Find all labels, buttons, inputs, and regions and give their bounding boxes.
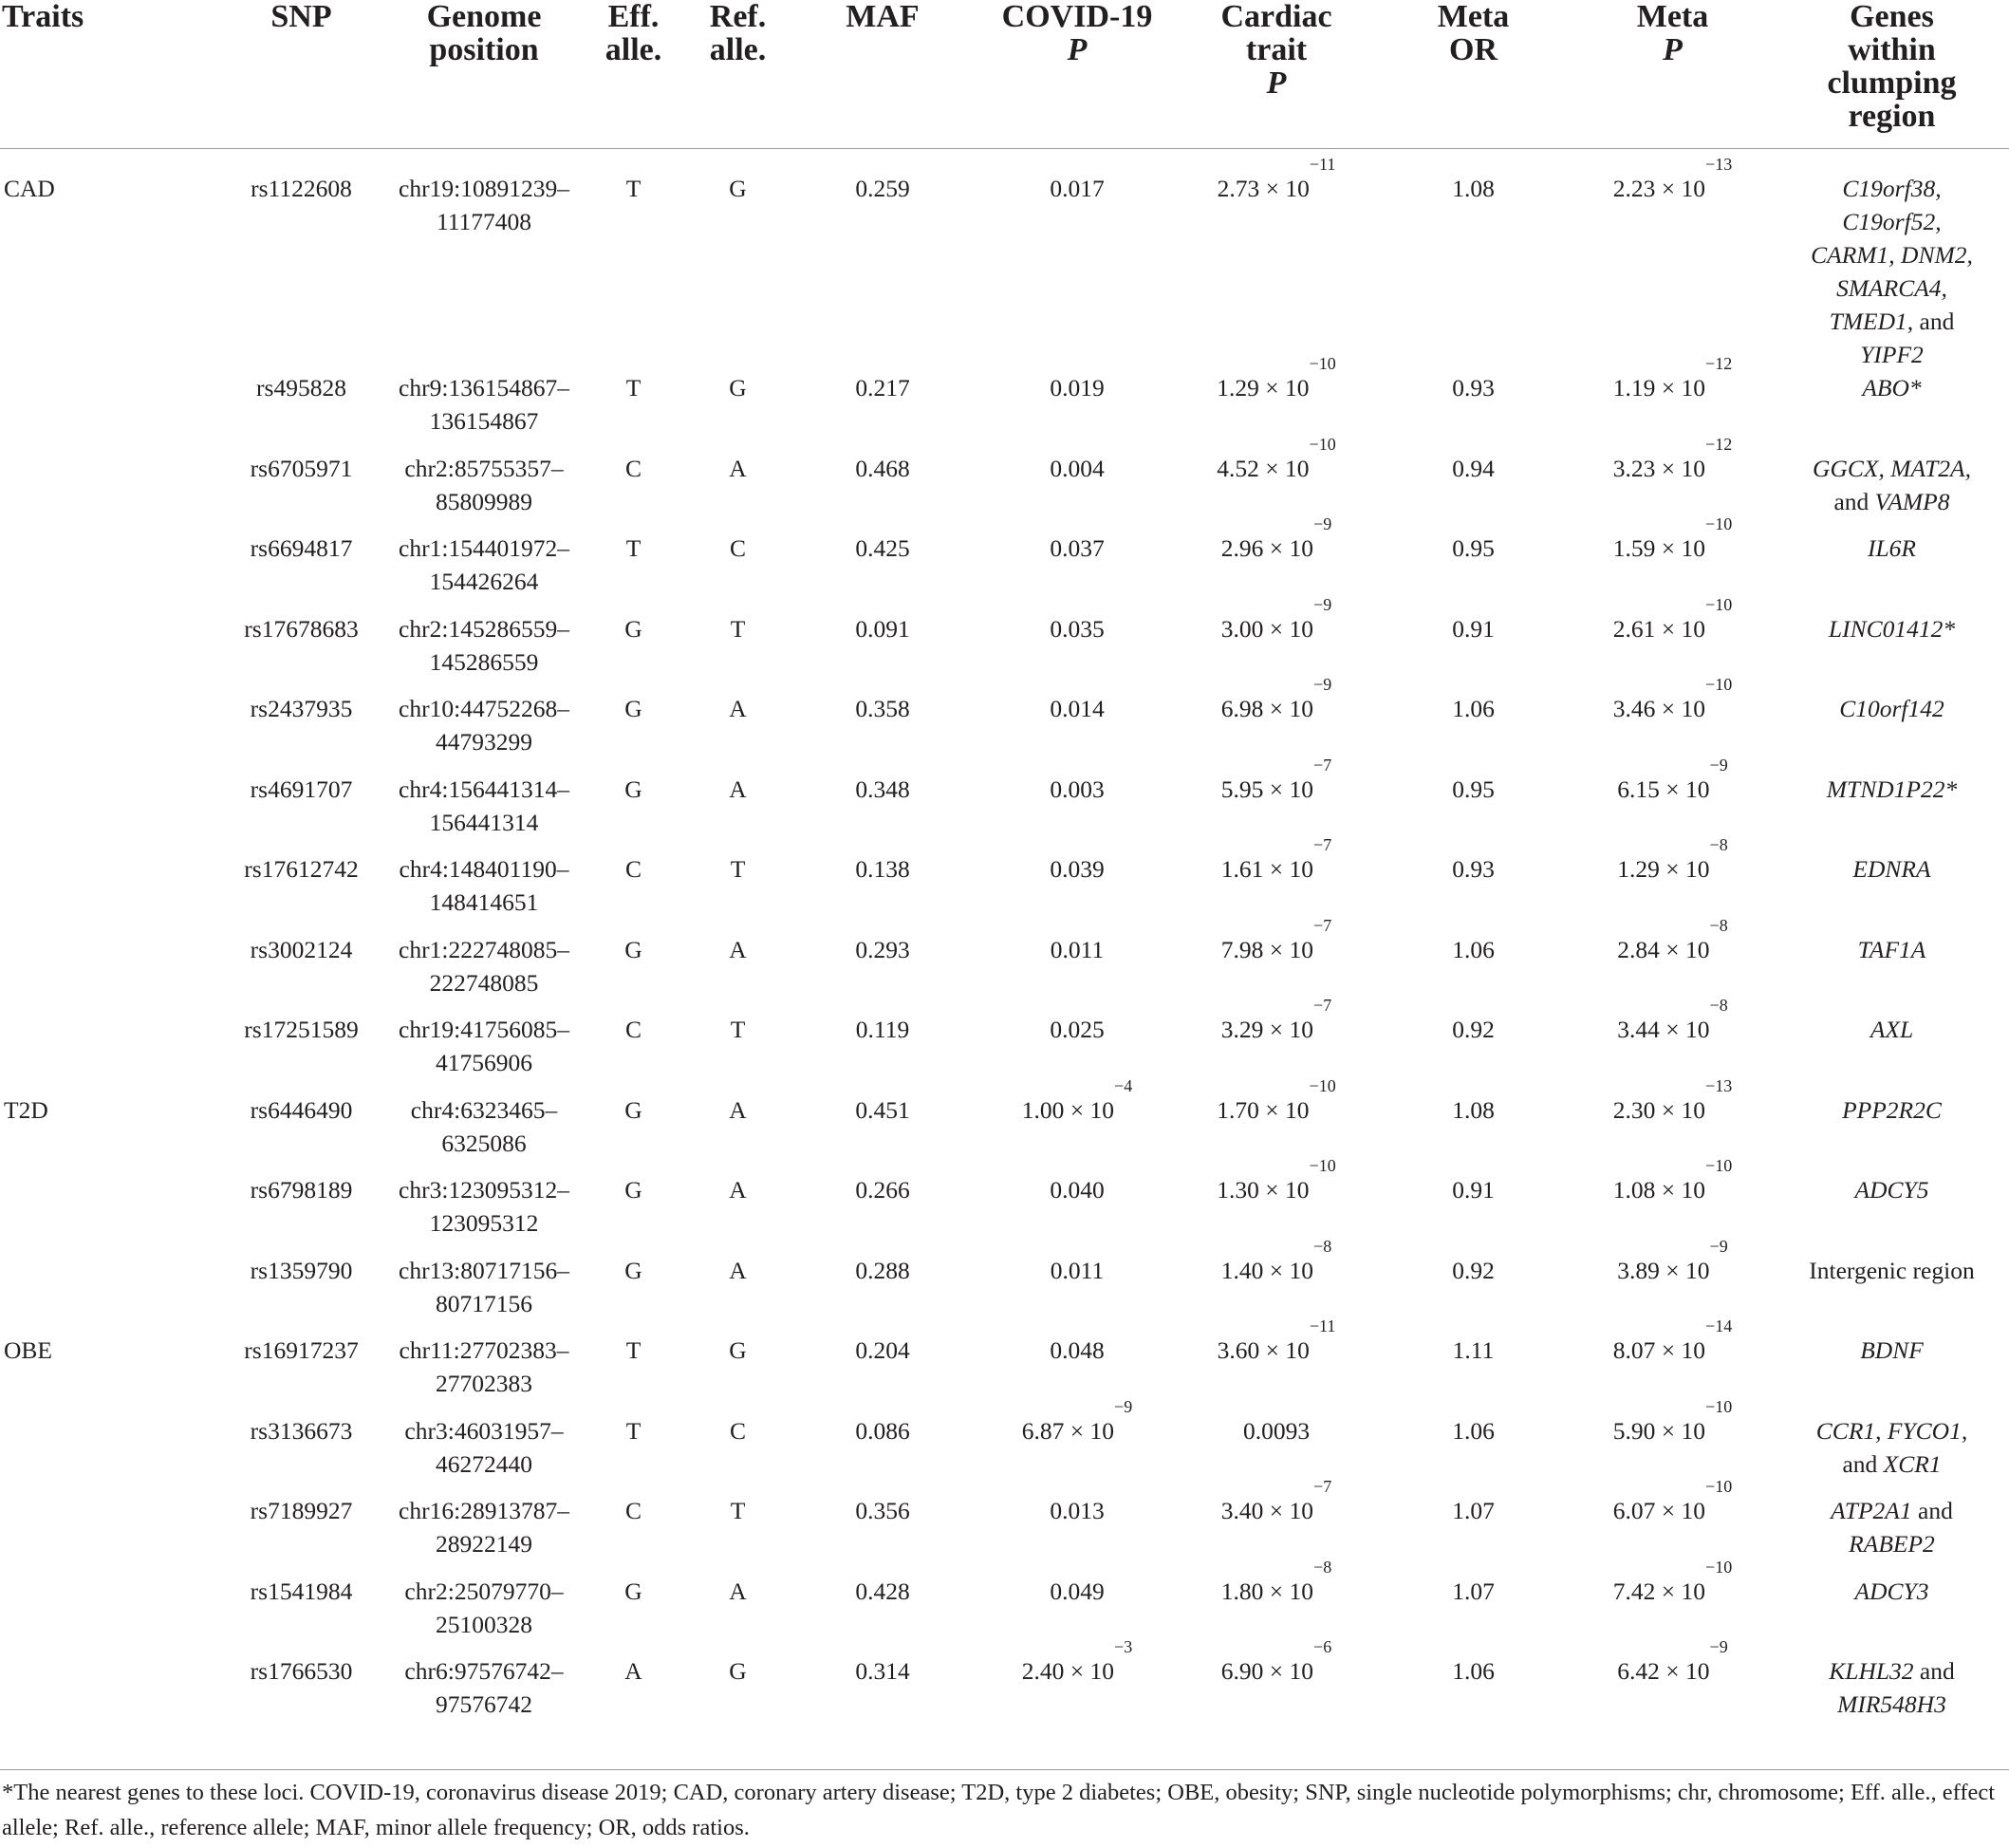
cell-genes: ADCY5 — [1854, 1176, 1929, 1204]
cell-covid-p: $6.87 \times 10^{-9}$ — [1021, 1396, 1133, 1445]
cell-covid-p: 0.035 — [1050, 614, 1105, 643]
cell-genes: CCR1, FYCO1, and XCR1 — [1815, 1416, 1968, 1478]
cell-meta-p: $3.89 \times 10^{-9}$ — [1617, 1236, 1728, 1284]
cell-eff-allele: G — [624, 1176, 642, 1204]
cell-meta-p: $2.23 \times 10^{-13}$ — [1612, 155, 1733, 202]
cell-meta-or: 0.92 — [1452, 1016, 1495, 1043]
cell-meta-or: 1.06 — [1452, 695, 1495, 722]
cell-genome-position: chr4:6323465– 6325086 — [410, 1095, 558, 1157]
cell-ref-allele: G — [729, 175, 747, 202]
header-traits: Traits — [2, 0, 84, 34]
cell-genome-position: chr4:148401190– 148414651 — [399, 855, 569, 916]
table-row — [0, 933, 2009, 1014]
cell-covid-p: 0.011 — [1050, 1256, 1105, 1284]
cell-maf: 0.358 — [855, 695, 910, 722]
cell-eff-allele: G — [624, 1095, 642, 1124]
cell-snp: rs2437935 — [250, 695, 353, 722]
cell-genome-position: chr1:222748085– 222748085 — [399, 935, 569, 997]
cell-genome-position: chr3:46031957– 46272440 — [404, 1416, 564, 1478]
cell-meta-p: $8.07 \times 10^{-14}$ — [1612, 1316, 1733, 1364]
cell-ref-allele: T — [730, 1016, 746, 1043]
cell-cardiac-p: $3.40 \times 10^{-7}$ — [1220, 1477, 1332, 1524]
cell-genes: GGCX, MAT2A, and VAMP8 — [1813, 454, 1971, 515]
cell-trait — [0, 532, 214, 612]
cell-maf: 0.204 — [855, 1336, 910, 1364]
cell-genes: C10orf142 — [1839, 695, 1944, 722]
cell-snp: rs6798189 — [250, 1176, 353, 1204]
cell-cardiac-p: $5.95 \times 10^{-7}$ — [1220, 755, 1332, 803]
cell-maf: 0.138 — [855, 855, 910, 883]
cell-meta-or: 1.08 — [1452, 1095, 1495, 1124]
cell-snp: rs17251589 — [244, 1016, 359, 1043]
cell-cardiac-p: $2.96 \times 10^{-9}$ — [1220, 514, 1332, 562]
cell-ref-allele: G — [729, 374, 747, 401]
cell-genes: C19orf38, C19orf52, CARM1, DNM2, SMARCA4, TMED1, and YIPF2 — [1811, 175, 1973, 368]
cell-snp: rs3002124 — [250, 935, 353, 963]
header-snp: SNP — [270, 0, 332, 34]
header-genome-position: Genome position — [426, 0, 542, 67]
cell-meta-p: $3.46 \times 10^{-10}$ — [1612, 675, 1733, 722]
cell-meta-or: 1.06 — [1452, 1657, 1495, 1685]
cell-snp: rs17612742 — [244, 855, 359, 883]
header-meta-or: Meta OR — [1437, 0, 1510, 67]
cell-meta-p: $6.07 \times 10^{-10}$ — [1612, 1477, 1733, 1524]
cell-trait — [0, 773, 214, 853]
header-ref-alle: Ref. alle. — [709, 0, 767, 67]
table-bottom-rule — [0, 1769, 2009, 1770]
cell-genome-position: chr4:156441314– 156441314 — [399, 775, 569, 836]
cell-cardiac-p: 0.0093 — [1242, 1416, 1311, 1445]
cell-cardiac-p: $6.98 \times 10^{-9}$ — [1220, 675, 1332, 722]
cell-trait — [0, 1494, 214, 1575]
cell-eff-allele: C — [624, 855, 642, 883]
cell-genome-position: chr1:154401972– 154426264 — [399, 534, 569, 595]
cell-covid-p: $1.00 \times 10^{-4}$ — [1021, 1075, 1133, 1124]
cell-eff-allele: G — [624, 1577, 642, 1605]
cell-meta-or: 1.11 — [1452, 1336, 1495, 1364]
table-row — [0, 1173, 2009, 1254]
cell-snp: rs495828 — [256, 374, 346, 401]
cell-meta-or: 0.94 — [1452, 454, 1495, 482]
cell-maf: 0.348 — [855, 775, 910, 803]
cell-cardiac-p: $3.29 \times 10^{-7}$ — [1220, 996, 1332, 1043]
cell-meta-p: $1.29 \times 10^{-8}$ — [1617, 835, 1728, 883]
cell-eff-allele: T — [625, 1336, 642, 1364]
cell-ref-allele: A — [729, 935, 747, 963]
header-meta-p: Meta P — [1636, 0, 1709, 67]
cell-genome-position: chr19:10891239– 11177408 — [399, 175, 569, 235]
cell-genome-position: chr9:136154867– 136154867 — [399, 374, 569, 435]
cell-eff-allele: C — [624, 454, 642, 482]
cell-genes: ABO* — [1862, 374, 1922, 401]
table-body — [0, 149, 2009, 1735]
cell-eff-allele: T — [625, 175, 642, 202]
cell-eff-allele: C — [624, 1497, 642, 1524]
cell-eff-allele: T — [625, 534, 642, 562]
cell-trait — [0, 1254, 214, 1335]
cell-meta-or: 0.92 — [1452, 1256, 1495, 1284]
cell-genes: PPP2R2C — [1842, 1095, 1942, 1124]
cell-meta-or: 1.07 — [1452, 1497, 1495, 1524]
cell-covid-p: 0.048 — [1050, 1336, 1105, 1364]
cell-covid-p: 0.013 — [1050, 1497, 1105, 1524]
cell-maf: 0.086 — [855, 1416, 910, 1445]
cell-cardiac-p: $3.60 \times 10^{-11}$ — [1217, 1316, 1336, 1364]
cell-genes: KLHL32 and MIR548H3 — [1829, 1657, 1955, 1718]
cell-covid-p: 0.040 — [1050, 1176, 1105, 1204]
cell-maf: 0.428 — [855, 1577, 910, 1605]
cell-genome-position: chr2:145286559– 145286559 — [399, 614, 569, 676]
cell-covid-p: 0.025 — [1050, 1016, 1105, 1043]
cell-cardiac-p: $4.52 \times 10^{-10}$ — [1217, 434, 1336, 482]
cell-cardiac-p: $1.30 \times 10^{-10}$ — [1217, 1156, 1336, 1204]
cell-trait — [0, 852, 214, 933]
cell-meta-or: 0.91 — [1452, 1176, 1495, 1204]
cell-meta-or: 1.07 — [1452, 1577, 1495, 1605]
cell-covid-p: 0.014 — [1050, 695, 1105, 722]
cell-meta-or: 0.95 — [1452, 534, 1495, 562]
cell-maf: 0.293 — [855, 935, 910, 963]
cell-eff-allele: G — [624, 1256, 642, 1284]
cell-eff-allele: A — [624, 1657, 642, 1685]
cell-genes: EDNRA — [1852, 855, 1931, 883]
cell-meta-or: 1.08 — [1452, 175, 1495, 202]
cell-meta-p: $6.15 \times 10^{-9}$ — [1617, 755, 1728, 803]
table-row — [0, 773, 2009, 853]
cell-genome-position: chr19:41756085– 41756906 — [399, 1016, 569, 1076]
cell-snp: rs1766530 — [250, 1657, 353, 1685]
cell-ref-allele: A — [729, 1577, 747, 1605]
cell-snp: rs4691707 — [250, 775, 353, 803]
cell-covid-p: 0.003 — [1050, 775, 1105, 803]
cell-cardiac-p: $2.73 \times 10^{-11}$ — [1217, 155, 1336, 202]
cell-maf: 0.425 — [855, 534, 910, 562]
cell-meta-or: 1.06 — [1452, 935, 1495, 963]
cell-genome-position: chr2:85755357– 85809989 — [404, 454, 564, 515]
header-genes: Genes within clumping region — [1827, 0, 1957, 134]
cell-maf: 0.356 — [855, 1497, 910, 1524]
cell-ref-allele: A — [729, 1176, 747, 1204]
cell-meta-p: $3.44 \times 10^{-8}$ — [1617, 996, 1728, 1043]
cell-covid-p: 0.049 — [1050, 1577, 1105, 1605]
cell-covid-p: 0.019 — [1050, 374, 1105, 401]
cell-meta-p: $5.90 \times 10^{-10}$ — [1612, 1396, 1733, 1445]
cell-cardiac-p: $1.80 \times 10^{-8}$ — [1220, 1557, 1332, 1605]
cell-ref-allele: G — [729, 1336, 747, 1364]
table-row — [0, 149, 2009, 372]
header-maf: MAF — [846, 0, 920, 34]
cell-genes: MTND1P22* — [1826, 775, 1958, 803]
cell-genome-position: chr10:44752268– 44793299 — [399, 695, 569, 756]
cell-snp: rs1359790 — [250, 1256, 353, 1284]
cell-genes: TAF1A — [1857, 935, 1926, 963]
cell-cardiac-p: $1.40 \times 10^{-8}$ — [1220, 1236, 1332, 1284]
cell-genes: ATP2A1 and RABEP2 — [1831, 1497, 1953, 1558]
cell-maf: 0.217 — [855, 374, 910, 401]
cell-genome-position: chr2:25079770– 25100328 — [404, 1577, 564, 1638]
cell-trait: T2D — [4, 1095, 48, 1124]
cell-genes: LINC01412* — [1828, 614, 1956, 643]
cell-meta-p: $1.59 \times 10^{-10}$ — [1612, 514, 1733, 562]
cell-maf: 0.288 — [855, 1256, 910, 1284]
cell-meta-p: $2.61 \times 10^{-10}$ — [1612, 594, 1733, 643]
cell-cardiac-p: $6.90 \times 10^{-6}$ — [1220, 1637, 1332, 1685]
cell-ref-allele: T — [730, 614, 746, 643]
cell-genome-position: chr3:123095312– 123095312 — [399, 1176, 569, 1237]
cell-eff-allele: G — [624, 775, 642, 803]
cell-meta-p: $2.84 \times 10^{-8}$ — [1617, 915, 1728, 963]
cell-trait — [0, 612, 214, 693]
cell-maf: 0.259 — [855, 175, 910, 202]
cell-genome-position: chr13:80717156– 80717156 — [399, 1256, 569, 1317]
cell-meta-or: 0.93 — [1452, 374, 1495, 401]
table-header-row — [0, 0, 2009, 149]
cell-snp: rs6694817 — [250, 534, 353, 562]
table-row — [0, 1654, 2009, 1735]
cell-ref-allele: G — [729, 1657, 747, 1685]
cell-covid-p: 0.017 — [1050, 175, 1105, 202]
cell-ref-allele: A — [729, 454, 747, 482]
header-covid-p: COVID-19 P — [1001, 0, 1153, 67]
cell-trait — [0, 371, 214, 452]
cell-meta-or: 0.91 — [1452, 614, 1495, 643]
cell-ref-allele: T — [730, 855, 746, 883]
cell-ref-allele: A — [729, 1095, 747, 1124]
cell-trait — [0, 452, 214, 532]
cell-trait — [0, 1013, 214, 1093]
cell-snp: rs6705971 — [250, 454, 353, 482]
cell-snp: rs7189927 — [250, 1497, 353, 1524]
cell-trait — [0, 933, 214, 1014]
cell-ref-allele: C — [729, 534, 746, 562]
cell-cardiac-p: $1.70 \times 10^{-10}$ — [1217, 1075, 1336, 1124]
cell-covid-p: 0.011 — [1050, 935, 1105, 963]
cell-ref-allele: A — [729, 775, 747, 803]
cell-meta-or: 0.93 — [1452, 855, 1495, 883]
cell-cardiac-p: $3.00 \times 10^{-9}$ — [1220, 594, 1332, 643]
cell-maf: 0.314 — [855, 1657, 910, 1685]
cell-eff-allele: C — [624, 1016, 642, 1043]
cell-trait — [0, 1654, 214, 1735]
cell-maf: 0.091 — [855, 614, 910, 643]
cell-eff-allele: G — [624, 935, 642, 963]
cell-snp: rs6446490 — [250, 1095, 353, 1124]
cell-ref-allele: A — [729, 695, 747, 722]
header-eff-alle: Eff. alle. — [605, 0, 662, 67]
cell-ref-allele: T — [730, 1497, 746, 1524]
header-cardiac-p: Cardiac trait P — [1220, 0, 1332, 101]
cell-trait: OBE — [4, 1336, 52, 1364]
cell-ref-allele: C — [729, 1416, 746, 1445]
cell-genes: IL6R — [1868, 534, 1916, 562]
cell-covid-p: 0.039 — [1050, 855, 1105, 883]
cell-trait — [0, 1173, 214, 1254]
cell-snp: rs1541984 — [250, 1577, 353, 1605]
table-row — [0, 1575, 2009, 1655]
cell-genome-position: chr6:97576742– 97576742 — [404, 1657, 564, 1718]
cell-genome-position: chr16:28913787– 28922149 — [399, 1497, 569, 1558]
cell-meta-p: $1.08 \times 10^{-10}$ — [1612, 1156, 1733, 1204]
cell-trait: CAD — [4, 175, 55, 202]
cell-trait — [0, 1575, 214, 1655]
cell-meta-p: $2.30 \times 10^{-13}$ — [1612, 1075, 1733, 1124]
cell-genes: AXL — [1869, 1016, 1914, 1043]
cell-eff-allele: T — [625, 374, 642, 401]
cell-maf: 0.266 — [855, 1176, 910, 1204]
table-row — [0, 852, 2009, 933]
cell-covid-p: 0.037 — [1050, 534, 1105, 562]
cell-maf: 0.451 — [855, 1095, 910, 1124]
cell-eff-allele: T — [625, 1416, 642, 1445]
cell-covid-p: $2.40 \times 10^{-3}$ — [1021, 1637, 1133, 1685]
cell-eff-allele: G — [624, 695, 642, 722]
cell-genome-position: chr11:27702383– 27702383 — [399, 1336, 569, 1397]
cell-meta-p: $3.23 \times 10^{-12}$ — [1612, 434, 1733, 482]
cell-eff-allele: G — [624, 614, 642, 643]
cell-meta-or: 1.06 — [1452, 1416, 1495, 1445]
cell-ref-allele: A — [729, 1256, 747, 1284]
cell-meta-p: $1.19 \times 10^{-12}$ — [1612, 354, 1733, 401]
cell-meta-p: $6.42 \times 10^{-9}$ — [1617, 1637, 1728, 1685]
cell-meta-p: $7.42 \times 10^{-10}$ — [1612, 1557, 1733, 1605]
cell-trait — [0, 1414, 214, 1495]
cell-genes: ADCY3 — [1854, 1577, 1929, 1605]
cell-covid-p: 0.004 — [1050, 454, 1105, 482]
cell-snp: rs3136673 — [250, 1416, 353, 1445]
cell-snp: rs17678683 — [244, 614, 359, 643]
table-footnote: *The nearest genes to these loci. COVID-19, coronavirus disease 2019; CAD, coronary artery disease; T2D, type 2 diabetes; OBE, obesity; SNP, single nucleotide polymorphisms; chr, chromosome; Eff. alle., effect allele; Ref. alle., reference allele; MAF, minor allele frequency; OR, odds ratios. — [2, 1780, 1996, 1840]
cell-cardiac-p: $1.29 \times 10^{-10}$ — [1217, 354, 1336, 401]
cell-cardiac-p: $7.98 \times 10^{-7}$ — [1220, 915, 1332, 963]
cell-trait — [0, 692, 214, 773]
cell-genes: Intergenic region — [1809, 1256, 1975, 1284]
cell-snp: rs16917237 — [244, 1336, 359, 1364]
cell-meta-or: 0.95 — [1452, 775, 1495, 803]
cell-snp: rs1122608 — [251, 175, 352, 202]
cell-maf: 0.119 — [855, 1016, 910, 1043]
table-row — [0, 692, 2009, 773]
cell-maf: 0.468 — [855, 454, 910, 482]
cell-cardiac-p: $1.61 \times 10^{-7}$ — [1220, 835, 1332, 883]
cell-genes: BDNF — [1860, 1336, 1924, 1364]
